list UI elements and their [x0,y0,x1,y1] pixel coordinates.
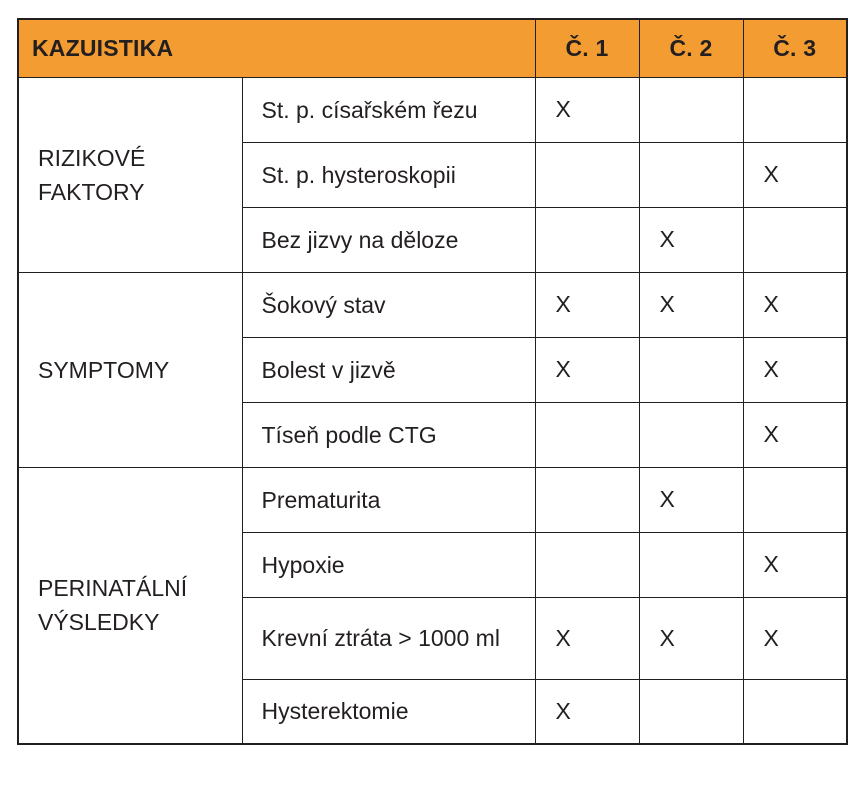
case-2-mark [639,337,743,402]
group-label-risk-factors: RIZIKOVÉ FAKTORY [18,77,242,272]
case-3-mark: X [743,142,847,207]
case-1-mark: X [535,77,639,142]
case-1-mark: X [535,597,639,679]
case-3-mark: X [743,532,847,597]
case-3-mark [743,467,847,532]
row-label: St. p. císařském řezu [242,77,535,142]
case-1-mark: X [535,272,639,337]
row-label: Hypoxie [242,532,535,597]
table-body [18,77,847,744]
case-header-3: Č. 3 [743,19,847,77]
header-row [18,19,847,77]
table-row [18,272,847,337]
case-2-mark [639,532,743,597]
case-2-mark: X [639,272,743,337]
table-row [18,77,847,142]
case-1-mark: X [535,679,639,744]
case-header-2: Č. 2 [639,19,743,77]
group-label-symptoms: SYMPTOMY [18,272,242,467]
case-2-mark [639,77,743,142]
row-label: Bez jizvy na děloze [242,207,535,272]
case-study-table [17,18,848,745]
case-1-mark [535,467,639,532]
case-3-mark [743,679,847,744]
case-3-mark: X [743,597,847,679]
case-3-mark: X [743,337,847,402]
case-header-1: Č. 1 [535,19,639,77]
case-2-mark: X [639,207,743,272]
case-3-mark [743,77,847,142]
case-1-mark [535,142,639,207]
row-label: Šokový stav [242,272,535,337]
case-2-mark [639,142,743,207]
case-2-mark: X [639,597,743,679]
case-1-mark [535,207,639,272]
case-2-mark: X [639,467,743,532]
case-2-mark [639,402,743,467]
case-3-mark: X [743,272,847,337]
table-title: KAZUISTIKA [18,19,535,77]
case-1-mark [535,402,639,467]
row-label: Hysterektomie [242,679,535,744]
case-2-mark [639,679,743,744]
case-3-mark: X [743,402,847,467]
table-header [18,19,847,77]
row-label: Prematurita [242,467,535,532]
table-row [18,467,847,532]
row-label: Tíseň podle CTG [242,402,535,467]
case-3-mark [743,207,847,272]
row-label: Krevní ztráta > 1000 ml [242,597,535,679]
case-1-mark [535,532,639,597]
row-label: St. p. hysteroskopii [242,142,535,207]
group-label-perinatal-outcomes: PERINATÁLNÍ VÝSLEDKY [18,467,242,744]
row-label: Bolest v jizvě [242,337,535,402]
case-1-mark: X [535,337,639,402]
